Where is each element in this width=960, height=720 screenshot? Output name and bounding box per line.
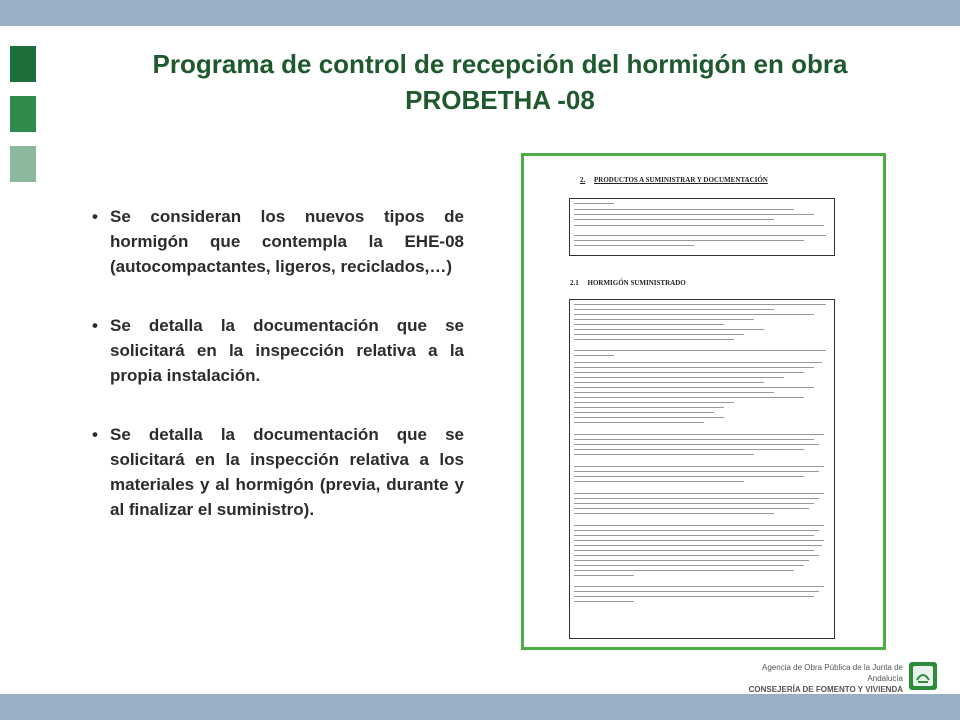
bullet-dot-icon: • bbox=[92, 316, 98, 335]
doc-text-line bbox=[574, 355, 614, 356]
bottom-band bbox=[0, 694, 960, 720]
decor-square-light bbox=[10, 146, 36, 182]
doc-text-line bbox=[574, 444, 819, 445]
doc-text-line bbox=[574, 235, 826, 236]
doc-text-line bbox=[574, 471, 819, 472]
bullet-item bbox=[92, 422, 464, 522]
doc-text-line bbox=[574, 397, 804, 398]
doc-text-line bbox=[574, 454, 754, 455]
doc-box-hormigon bbox=[569, 299, 835, 639]
bullet-text: Se consideran los nuevos tipos de hormigón que contempla la EHE-08 (autocompactantes, ligeros, reciclados,…) bbox=[110, 207, 464, 276]
doc-text-line bbox=[574, 387, 814, 388]
doc-text-line bbox=[574, 508, 809, 509]
agency-logo bbox=[745, 662, 945, 692]
doc-text-line bbox=[574, 575, 634, 576]
document-preview bbox=[521, 153, 886, 650]
doc-text-line bbox=[574, 382, 764, 383]
agency-name: Agencia de Obra Pública de la Junta de Andalucía bbox=[762, 663, 903, 683]
doc-text-line bbox=[574, 412, 714, 413]
decor-square-dark bbox=[10, 46, 36, 82]
doc-text-line bbox=[574, 377, 784, 378]
doc-text-line bbox=[574, 219, 774, 220]
decor-square-medium bbox=[10, 96, 36, 132]
doc-text-line bbox=[574, 392, 774, 393]
doc-text-line bbox=[574, 372, 804, 373]
doc-text-line bbox=[574, 591, 819, 592]
doc-text-line bbox=[574, 535, 814, 536]
bullet-dot-icon: • bbox=[92, 425, 98, 444]
bullet-dot-icon: • bbox=[92, 207, 98, 226]
doc-box-intro bbox=[569, 198, 835, 256]
ministry-name: CONSEJERÍA DE FOMENTO Y VIVIENDA bbox=[748, 685, 903, 694]
doc-text-line bbox=[574, 570, 794, 571]
top-band bbox=[0, 0, 960, 26]
doc-text-line bbox=[574, 245, 694, 246]
doc-text-line bbox=[574, 324, 724, 325]
doc-section-21-heading bbox=[570, 279, 686, 287]
doc-text-line bbox=[574, 203, 614, 204]
doc-text-line bbox=[574, 439, 814, 440]
doc-text-line bbox=[574, 367, 814, 368]
bullet-item bbox=[92, 313, 464, 388]
doc-section-21-number: 2.1 bbox=[570, 279, 579, 287]
doc-text-line bbox=[574, 481, 744, 482]
doc-text-line bbox=[574, 417, 724, 418]
doc-text-line bbox=[574, 209, 794, 210]
doc-text-line bbox=[574, 319, 754, 320]
doc-text-line bbox=[574, 596, 814, 597]
doc-text-line bbox=[574, 304, 826, 305]
doc-text-line bbox=[574, 530, 819, 531]
doc-section-2-title: PRODUCTOS A SUMINISTRAR Y DOCUMENTACIÓN bbox=[594, 176, 768, 184]
bullet-text: Se detalla la documentación que se solicitará en la inspección relativa a los materiales y al hormigón (previa, durante y al finalizar el suministro). bbox=[110, 425, 464, 519]
doc-text-line bbox=[574, 476, 804, 477]
junta-emblem-icon bbox=[909, 662, 937, 690]
doc-text-line bbox=[574, 540, 824, 541]
agency-text bbox=[745, 662, 903, 695]
doc-text-line bbox=[574, 560, 809, 561]
doc-text-line bbox=[574, 493, 824, 494]
doc-text-line bbox=[574, 525, 824, 526]
doc-text-line bbox=[574, 550, 814, 551]
doc-text-line bbox=[574, 240, 804, 241]
doc-text-line bbox=[574, 466, 824, 467]
doc-text-line bbox=[574, 555, 819, 556]
doc-text-line bbox=[574, 407, 724, 408]
slide-title-line1: Programa de control de recepción del hormigón en obra bbox=[152, 49, 848, 79]
doc-section-2-number: 2. bbox=[580, 176, 586, 184]
doc-text-line bbox=[574, 565, 804, 566]
doc-text-line bbox=[574, 586, 824, 587]
doc-section-2-heading bbox=[580, 176, 768, 184]
bullet-text: Se detalla la documentación que se solicitará en la inspección relativa a la propia instalación. bbox=[110, 316, 464, 385]
doc-text-line bbox=[574, 513, 774, 514]
doc-text-line bbox=[574, 434, 824, 435]
doc-text-line bbox=[574, 350, 826, 351]
doc-text-line bbox=[574, 422, 704, 423]
doc-text-line bbox=[574, 329, 764, 330]
doc-section-21-title: HORMIGÓN SUMINISTRADO bbox=[587, 279, 686, 287]
doc-text-line bbox=[574, 503, 814, 504]
bullet-list bbox=[92, 204, 464, 556]
doc-text-line bbox=[574, 309, 774, 310]
bullet-item bbox=[92, 204, 464, 279]
doc-text-line bbox=[574, 314, 814, 315]
doc-text-line bbox=[574, 334, 744, 335]
doc-text-line bbox=[574, 545, 822, 546]
doc-text-line bbox=[574, 225, 824, 226]
doc-text-line bbox=[574, 339, 734, 340]
doc-text-line bbox=[574, 498, 819, 499]
doc-text-line bbox=[574, 402, 734, 403]
doc-text-line bbox=[574, 362, 822, 363]
slide-title-line2: PROBETHA -08 bbox=[405, 85, 595, 115]
slide-title bbox=[60, 46, 940, 118]
doc-text-line bbox=[574, 449, 804, 450]
doc-text-line bbox=[574, 601, 634, 602]
doc-text-line bbox=[574, 214, 814, 215]
